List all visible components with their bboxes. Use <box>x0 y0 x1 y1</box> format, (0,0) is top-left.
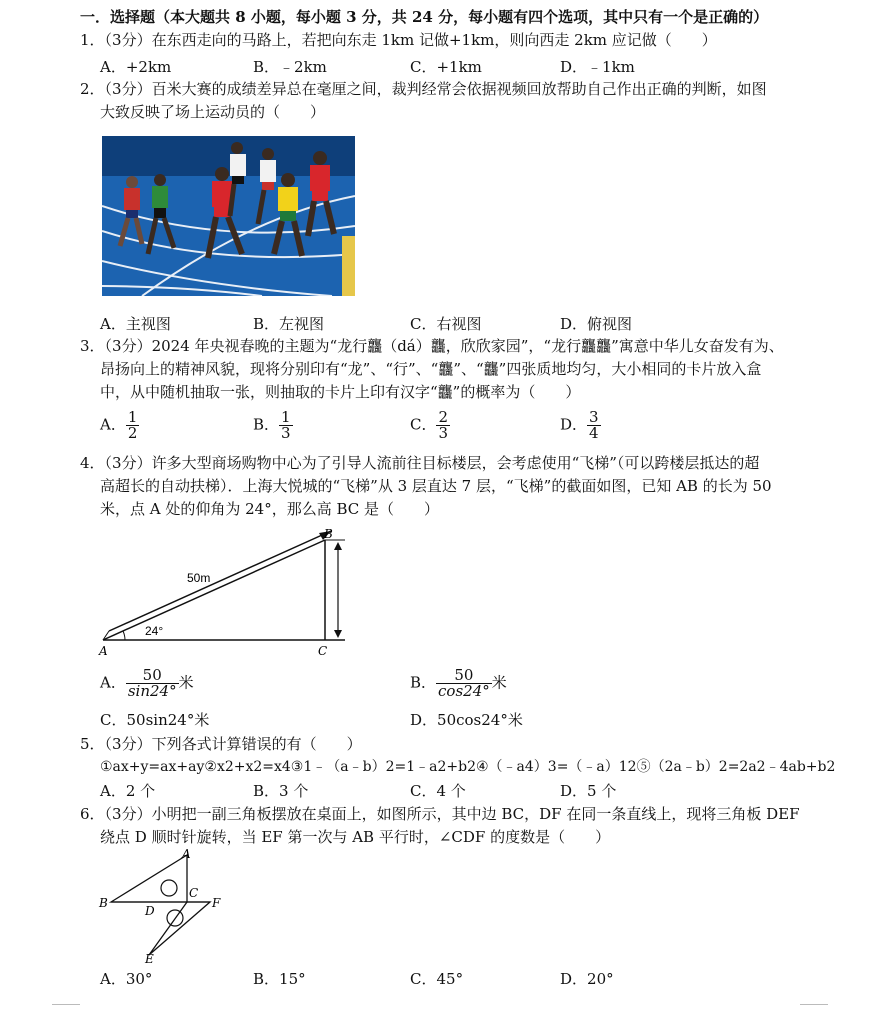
sprinters-photo <box>102 136 355 296</box>
q3-option-c[interactable]: C． $\frac{2}{3}$ <box>410 408 449 442</box>
question-2-line2: 大致反映了场上运动员的（ ） <box>100 103 326 121</box>
question-6-line1: 6．（3分）小明把一副三角板摆放在桌面上，如图所示，其中边 BC，DF 在同一条直线上，现将三角板 DEF <box>80 805 800 823</box>
q1-option-b[interactable]: B．﹣2km <box>253 58 327 76</box>
question-3-line3: 中，从中随机抽取一张，则抽取的卡片上印有汉字“龘”的概率为（ ） <box>100 383 581 401</box>
question-3-line1: 3．（3分）2024 年央视春晚的主题为“龙行龘（dá）龘，欣欣家园”，“龙行龘龘”寓意中华儿女奋发有为、 <box>80 337 784 355</box>
question-6-line2: 绕点 D 顺时针旋转，当 EF 第一次与 AB 平行时，∠CDF 的度数是（ ） <box>100 828 611 846</box>
question-4-line1: 4．（3分）许多大型商场购物中心为了引导人流前往目标楼层，会考虑使用“飞梯”（可以跨楼层抵达的超 <box>80 454 760 472</box>
q2-option-a[interactable]: A．主视图 <box>100 315 171 333</box>
fig6-label-e: E <box>145 952 154 966</box>
question-3-line2: 昂扬向上的精神风貌，现将分别印有“龙”、“行”、“龘”、“龘”四张质地均匀，大小相同的卡片放入盒 <box>100 360 762 378</box>
q3-option-b[interactable]: B． $\frac{1}{3}$ <box>253 408 291 442</box>
fig6-label-a: A <box>182 847 191 861</box>
q3-option-d[interactable]: D． $\frac{3}{4}$ <box>560 408 599 442</box>
q1-option-a[interactable]: A．+2km <box>100 58 172 76</box>
q6-option-c[interactable]: C．45° <box>410 970 464 988</box>
page-corner-mark-left <box>52 1004 80 1005</box>
fig6-label-d: D <box>145 904 155 918</box>
q3-option-a[interactable]: A． $\frac{1}{2}$ <box>100 408 138 442</box>
fig6-label-c: C <box>189 886 199 900</box>
escalator-length-label: 50m <box>187 571 211 585</box>
fig6-label-b: B <box>99 896 108 910</box>
fig6-label-f: F <box>212 896 221 910</box>
q5-option-a[interactable]: A．2 个 <box>100 782 156 800</box>
escalator-diagram <box>95 525 365 660</box>
q5-option-d[interactable]: D．5 个 <box>560 782 617 800</box>
question-5-expressions: ①ax+y=ax+ay②x2+x2=x4③1﹣（a﹣b）2=1﹣a2+b2④（﹣a4）3=（﹣a）12⑤（2a﹣b）2=2a2﹣4ab+b2 <box>100 759 836 775</box>
q4-option-b[interactable]: B． $\frac{50}{\cos 24^\circ}$ 米 <box>410 666 507 700</box>
q4-option-d[interactable]: D．50cos24°米 <box>410 711 523 729</box>
question-4-line3: 米，点 A 处的仰角为 24°，那么高 BC 是（ ） <box>100 500 440 518</box>
page-corner-mark-right <box>800 1004 828 1005</box>
question-1-text: 1．（3分）在东西走向的马路上，若把向东走 1km 记做+1km，则向西走 2km 应记做（ ） <box>80 31 717 49</box>
escalator-angle-label: 24° <box>145 624 164 638</box>
q5-option-c[interactable]: C．4 个 <box>410 782 466 800</box>
triangle-rulers-diagram <box>95 847 235 967</box>
question-2-line1: 2．（3分）百米大赛的成绩差异总在毫厘之间，裁判经常会依据视频回放帮助自己作出正确的判断，如图 <box>80 80 767 98</box>
question-4-line2: 高超长的自动扶梯）．上海大悦城的“飞梯”从 3 层直达 7 层，“飞梯”的截面如图，已知 AB 的长为 50 <box>100 477 772 495</box>
point-a-label: A <box>99 644 108 658</box>
point-b-label: B <box>324 527 333 541</box>
q6-option-d[interactable]: D．20° <box>560 970 614 988</box>
q5-option-b[interactable]: B．3 个 <box>253 782 309 800</box>
q6-option-a[interactable]: A．30° <box>100 970 153 988</box>
q4-option-c[interactable]: C．50sin24°米 <box>100 711 210 729</box>
q1-option-d[interactable]: D．﹣1km <box>560 58 635 76</box>
q2-option-d[interactable]: D．俯视图 <box>560 315 633 333</box>
point-c-label: C <box>318 644 328 658</box>
q2-option-c[interactable]: C．右视图 <box>410 315 482 333</box>
section-title: 一．选择题（本大题共 8 小题，每小题 3 分，共 24 分，每小题有四个选项，其中只有一个是正确的） <box>80 8 769 26</box>
q4-option-a[interactable]: A． $\frac{50}{\sin 24^\circ}$ 米 <box>100 666 194 700</box>
question-5-text: 5．（3分）下列各式计算错误的有（ ） <box>80 735 362 753</box>
q1-option-c[interactable]: C．+1km <box>410 58 482 76</box>
q2-option-b[interactable]: B．左视图 <box>253 315 325 333</box>
q6-option-b[interactable]: B．15° <box>253 970 306 988</box>
